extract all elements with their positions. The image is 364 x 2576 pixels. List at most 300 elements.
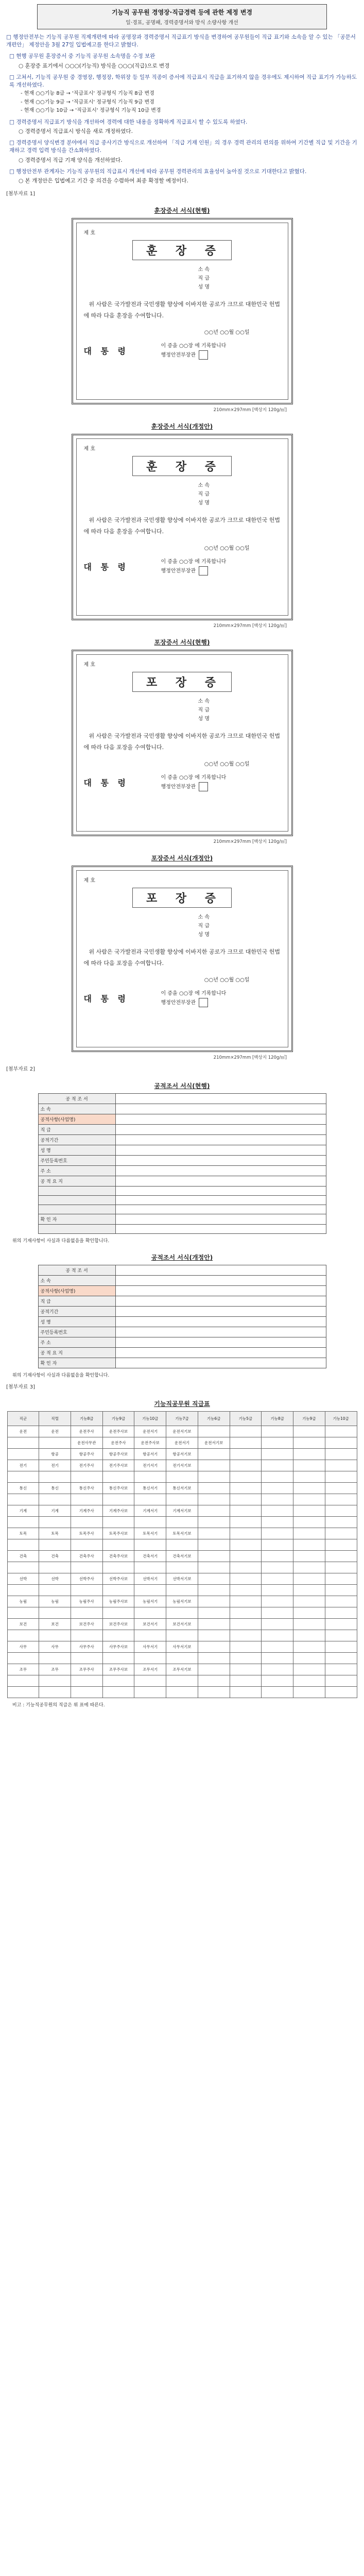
career-cell: 토목주사 bbox=[71, 1528, 102, 1539]
career-cell bbox=[293, 1494, 325, 1505]
career-cell bbox=[7, 1653, 39, 1664]
para-5-sub: ○ 본 개정안은 입법예고 기간 중 의견을 수렴하여 최종 확정할 예정이다. bbox=[19, 178, 188, 184]
career-cell bbox=[102, 1607, 134, 1619]
career-cell bbox=[325, 1426, 357, 1437]
career-row bbox=[7, 1562, 357, 1573]
career-cell bbox=[325, 1596, 357, 1607]
career-cell bbox=[198, 1562, 230, 1573]
career-cell bbox=[230, 1449, 262, 1460]
career-cell bbox=[262, 1664, 293, 1675]
certificate-issuer bbox=[84, 342, 281, 360]
career-cell bbox=[262, 1585, 293, 1596]
certificate-person-row bbox=[198, 265, 281, 274]
career-cell bbox=[102, 1630, 134, 1641]
merit-form-row bbox=[38, 1176, 326, 1187]
career-cell bbox=[230, 1460, 262, 1471]
career-cell bbox=[198, 1528, 230, 1539]
certificate-person-label: 직 급 bbox=[198, 707, 210, 714]
career-cell bbox=[166, 1471, 198, 1483]
career-cell: 토목서기보 bbox=[166, 1528, 198, 1539]
certificate-person bbox=[198, 697, 281, 723]
career-cell bbox=[293, 1585, 325, 1596]
certificate-person-row bbox=[198, 715, 281, 723]
para-1-lead: □ 현행 공무원 훈장증서 중 기능직 공무원 소속명을 수정 보완 bbox=[9, 53, 155, 60]
career-row bbox=[7, 1619, 357, 1630]
career-cell bbox=[230, 1562, 262, 1573]
career-cell bbox=[134, 1653, 166, 1664]
career-cell bbox=[134, 1494, 166, 1505]
career-row bbox=[7, 1449, 357, 1460]
career-cell: 선박주사보 bbox=[102, 1573, 134, 1585]
career-header-cell: 기능9급 bbox=[293, 1412, 325, 1426]
career-cell bbox=[293, 1539, 325, 1551]
merit-form-label: 공 적 조 서 bbox=[38, 1094, 115, 1104]
career-cell bbox=[39, 1471, 71, 1483]
seal-box bbox=[199, 998, 208, 1007]
career-cell bbox=[39, 1687, 71, 1698]
merit-form-row bbox=[38, 1104, 326, 1114]
merit-form-value bbox=[115, 1196, 326, 1205]
certificate-person-label: 소 속 bbox=[198, 267, 210, 273]
career-cell bbox=[7, 1449, 39, 1460]
career-cell bbox=[166, 1494, 198, 1505]
career-row bbox=[7, 1539, 357, 1551]
merit-form-title: 공적조서 서식(개정안) bbox=[151, 1254, 213, 1262]
career-cell: 사무 bbox=[7, 1641, 39, 1653]
career-cell: 통신주사 bbox=[71, 1483, 102, 1494]
certificate-size-note: 210mm×297mm [백상지 120g/㎡] bbox=[213, 1055, 287, 1061]
certificate-person bbox=[198, 913, 281, 939]
career-header-cell: 직렬 bbox=[39, 1412, 71, 1426]
certificate-person-label: 직 급 bbox=[198, 923, 210, 929]
certificate-inner bbox=[76, 223, 288, 400]
career-cell: 농림 bbox=[7, 1596, 39, 1607]
merit-form-label: 공적기간 bbox=[38, 1307, 115, 1317]
career-cell: 전기서기보 bbox=[166, 1460, 198, 1471]
career-cell bbox=[198, 1607, 230, 1619]
career-cell bbox=[7, 1437, 39, 1449]
career-cell: 사무주사 bbox=[71, 1641, 102, 1653]
merit-form-label bbox=[38, 1196, 115, 1205]
career-row bbox=[7, 1471, 357, 1483]
attachment-label: [첨부자료 1] bbox=[6, 191, 35, 197]
merit-form-list bbox=[6, 1081, 358, 1378]
career-cell bbox=[262, 1596, 293, 1607]
certificate-title: 훈장증서 서식(현행) bbox=[154, 207, 210, 215]
career-header-cell: 직군 bbox=[7, 1412, 39, 1426]
career-row bbox=[7, 1505, 357, 1517]
merit-form-row bbox=[38, 1276, 326, 1286]
career-cell: 운전사무관 bbox=[71, 1437, 102, 1449]
career-cell bbox=[230, 1505, 262, 1517]
career-cell bbox=[293, 1653, 325, 1664]
career-cell bbox=[293, 1449, 325, 1460]
merit-form-row bbox=[38, 1125, 326, 1135]
certificate-person-label: 성 명 bbox=[198, 500, 210, 506]
career-cell bbox=[262, 1653, 293, 1664]
career-cell bbox=[262, 1483, 293, 1494]
career-cell: 토목주사보 bbox=[102, 1528, 134, 1539]
certificate-issuer-names bbox=[161, 557, 227, 575]
career-cell bbox=[293, 1437, 325, 1449]
certificate-person-label: 성 명 bbox=[198, 932, 210, 938]
career-row bbox=[7, 1596, 357, 1607]
career-cell bbox=[230, 1539, 262, 1551]
career-cell bbox=[293, 1619, 325, 1630]
career-cell bbox=[293, 1517, 325, 1528]
career-cell: 선박주사 bbox=[71, 1573, 102, 1585]
career-cell: 보건서기보 bbox=[166, 1619, 198, 1630]
career-cell: 조무주사보 bbox=[102, 1664, 134, 1675]
career-cell bbox=[262, 1528, 293, 1539]
merit-form-value bbox=[115, 1145, 326, 1156]
career-cell: 통신 bbox=[7, 1483, 39, 1494]
merit-form-label: 주 소 bbox=[38, 1337, 115, 1348]
merit-form-label: 주민등록번호 bbox=[38, 1156, 115, 1166]
merit-form-value bbox=[115, 1104, 326, 1114]
career-cell bbox=[262, 1573, 293, 1585]
career-cell bbox=[134, 1562, 166, 1573]
career-cell bbox=[325, 1585, 357, 1596]
certificate-person bbox=[198, 265, 281, 292]
career-row bbox=[7, 1551, 357, 1562]
career-cell bbox=[325, 1630, 357, 1641]
career-cell bbox=[230, 1596, 262, 1607]
career-cell bbox=[71, 1630, 102, 1641]
certificate-issuer-label: 대 통 령 bbox=[83, 994, 129, 1004]
career-cell bbox=[166, 1687, 198, 1698]
career-cell bbox=[293, 1664, 325, 1675]
merit-form-value bbox=[115, 1135, 326, 1145]
career-cell: 사무서기 bbox=[134, 1641, 166, 1653]
merit-form-row bbox=[38, 1225, 326, 1234]
certificate-issuer-name bbox=[161, 998, 227, 1007]
certificate-heading bbox=[84, 240, 281, 260]
career-cell bbox=[325, 1471, 357, 1483]
career-cell: 기계서기 bbox=[134, 1505, 166, 1517]
certificate-heading bbox=[84, 456, 281, 476]
career-cell bbox=[39, 1630, 71, 1641]
career-cell bbox=[293, 1483, 325, 1494]
career-cell bbox=[198, 1675, 230, 1687]
certificate-person-row bbox=[198, 930, 281, 939]
career-cell bbox=[262, 1675, 293, 1687]
career-cell bbox=[230, 1687, 262, 1698]
career-cell bbox=[230, 1528, 262, 1539]
career-cell bbox=[134, 1471, 166, 1483]
career-cell bbox=[262, 1517, 293, 1528]
merit-form-row bbox=[38, 1296, 326, 1307]
merit-form-value bbox=[115, 1317, 326, 1327]
career-cell bbox=[262, 1437, 293, 1449]
career-cell bbox=[293, 1460, 325, 1471]
career-cell bbox=[325, 1528, 357, 1539]
merit-form-label: 공적사항(사업명) bbox=[38, 1286, 115, 1296]
career-cell: 통신서기 bbox=[134, 1483, 166, 1494]
career-cell: 보건주사 bbox=[71, 1619, 102, 1630]
merit-form-label: 공적기간 bbox=[38, 1135, 115, 1145]
career-cell bbox=[7, 1630, 39, 1641]
career-header-cell: 기능8급 bbox=[71, 1412, 102, 1426]
career-cell bbox=[7, 1517, 39, 1528]
certificate-person-row bbox=[198, 481, 281, 490]
career-cell bbox=[198, 1596, 230, 1607]
career-cell bbox=[7, 1471, 39, 1483]
career-cell bbox=[230, 1664, 262, 1675]
career-header-cell: 기능7급 bbox=[166, 1412, 198, 1426]
career-cell bbox=[39, 1539, 71, 1551]
certificate-issuer-name bbox=[161, 350, 227, 360]
merit-form-label bbox=[38, 1205, 115, 1214]
career-cell bbox=[293, 1607, 325, 1619]
certificate-issuer-names bbox=[161, 342, 227, 360]
career-cell: 선박서기보 bbox=[166, 1573, 198, 1585]
career-cell: 보건서기 bbox=[134, 1619, 166, 1630]
career-cell: 선박 bbox=[39, 1573, 71, 1585]
career-cell bbox=[7, 1687, 39, 1698]
career-cell: 운전서기 bbox=[166, 1437, 198, 1449]
career-cell bbox=[262, 1494, 293, 1505]
career-cell bbox=[71, 1517, 102, 1528]
career-header-cell: 기능10급 bbox=[325, 1412, 357, 1426]
career-cell bbox=[134, 1630, 166, 1641]
para-4 bbox=[6, 139, 358, 164]
merit-form-section bbox=[6, 1253, 358, 1378]
career-cell bbox=[71, 1585, 102, 1596]
career-cell bbox=[325, 1483, 357, 1494]
career-cell bbox=[198, 1539, 230, 1551]
certificate-inner bbox=[76, 654, 288, 832]
career-cell: 기계주사 bbox=[71, 1505, 102, 1517]
certificate-date: ○○년 ○○월 ○○일 bbox=[204, 977, 250, 984]
para-2-lead: □ 고쳐서, 기능직 공무원 중 경영장, 행정장, 학위장 등 일부 직종이 증서에 직급표시 직급을 표기하지 않을 경우에도 제시하여 직급 표기가 가능하도록 개선하였다. bbox=[9, 74, 357, 89]
career-header-cell: 기능10급 bbox=[134, 1412, 166, 1426]
merit-form-row bbox=[38, 1214, 326, 1225]
merit-form-row bbox=[38, 1358, 326, 1368]
certificate-person-label: 소 속 bbox=[198, 483, 210, 489]
certificate-issuer-name bbox=[161, 773, 227, 782]
page-subtitle: 일·경표, 공명패, 경력증명서와 방식 소량사항 개선 bbox=[126, 20, 238, 26]
career-cell bbox=[293, 1505, 325, 1517]
career-cell: 기계 bbox=[39, 1505, 71, 1517]
career-cell bbox=[39, 1675, 71, 1687]
certificate-heading bbox=[84, 672, 281, 692]
certificate-number: 제 호 bbox=[83, 878, 95, 884]
career-cell bbox=[293, 1426, 325, 1437]
career-cell bbox=[230, 1471, 262, 1483]
career-cell bbox=[325, 1437, 357, 1449]
career-cell: 전기 bbox=[39, 1460, 71, 1471]
merit-form-value bbox=[115, 1286, 326, 1296]
certificate-issuer-name bbox=[161, 782, 227, 791]
merit-form-row bbox=[38, 1286, 326, 1296]
merit-form-row bbox=[38, 1156, 326, 1166]
career-cell bbox=[7, 1607, 39, 1619]
career-cell: 조무서기 bbox=[134, 1664, 166, 1675]
merit-form-value bbox=[115, 1327, 326, 1337]
certificate-title: 포장증서 서식(현행) bbox=[154, 639, 210, 647]
certificate-frame bbox=[72, 866, 293, 1052]
career-cell: 농림주사 bbox=[71, 1596, 102, 1607]
career-cell bbox=[262, 1687, 293, 1698]
career-cell bbox=[71, 1539, 102, 1551]
career-header-cell: 기능5급 bbox=[230, 1412, 262, 1426]
career-cell bbox=[7, 1562, 39, 1573]
career-cell bbox=[293, 1596, 325, 1607]
merit-form-label: 직 급 bbox=[38, 1125, 115, 1135]
career-cell: 항공주사보 bbox=[102, 1449, 134, 1460]
career-cell bbox=[262, 1471, 293, 1483]
certificate-heading-text: 포 장 증 bbox=[132, 672, 232, 692]
merit-form-value bbox=[115, 1187, 326, 1196]
merit-form-row bbox=[38, 1307, 326, 1317]
certificate-title: 훈장증서 서식(개정안) bbox=[151, 423, 213, 431]
career-cell: 건축주사 bbox=[71, 1551, 102, 1562]
career-cell bbox=[230, 1607, 262, 1619]
merit-form-value bbox=[115, 1114, 326, 1125]
certificate-body: 위 사람은 국가발전과 국민생활 향상에 이바지한 공로가 크므로 대한민국 헌법에 따라 다음 포장을 수여합니다. bbox=[83, 948, 280, 967]
career-cell bbox=[262, 1630, 293, 1641]
certificate-person-label: 성 명 bbox=[198, 284, 210, 291]
career-cell bbox=[262, 1641, 293, 1653]
certificate-person-row bbox=[198, 922, 281, 930]
certificate-issuer-names bbox=[161, 989, 227, 1007]
career-cell bbox=[102, 1653, 134, 1664]
title-box bbox=[37, 4, 327, 29]
career-cell bbox=[198, 1494, 230, 1505]
career-cell bbox=[325, 1607, 357, 1619]
certificate-issuer-name-text: 행정안전부장관 bbox=[161, 568, 196, 574]
career-row bbox=[7, 1653, 357, 1664]
career-cell: 보건 bbox=[39, 1619, 71, 1630]
career-cell bbox=[262, 1551, 293, 1562]
para-2-item: - 현재 ○○기능 10급 → '직급표시' 정규형식 기능직 10급 변경 bbox=[21, 108, 161, 114]
career-cell: 통신 bbox=[39, 1483, 71, 1494]
para-5-lead: □ 행정안전부 관계자는 기능직 공무원의 직급표시 개선에 따라 공무원 경력관리의 효율성이 높아질 것으로 기대한다고 밝혔다. bbox=[9, 168, 307, 175]
career-cell: 기계 bbox=[7, 1505, 39, 1517]
certificate-section bbox=[6, 638, 358, 844]
career-cell bbox=[230, 1483, 262, 1494]
career-cell: 운전서기 bbox=[134, 1426, 166, 1437]
merit-form-row bbox=[38, 1145, 326, 1156]
career-cell: 농림서기보 bbox=[166, 1596, 198, 1607]
merit-form-title: 공적조서 서식(현행) bbox=[154, 1082, 210, 1090]
career-header-cell: 기능6급 bbox=[198, 1412, 230, 1426]
career-cell bbox=[39, 1585, 71, 1596]
career-cell bbox=[7, 1539, 39, 1551]
merit-form-row bbox=[38, 1187, 326, 1196]
career-cell bbox=[102, 1585, 134, 1596]
certificate-issuer-name-text: 이 증을 ○○장 에 기록합니다 bbox=[161, 775, 227, 781]
career-cell bbox=[71, 1675, 102, 1687]
career-cell: 운전주사보 bbox=[134, 1437, 166, 1449]
career-cell bbox=[230, 1675, 262, 1687]
certificate-body: 위 사람은 국가발전과 국민생활 향상에 이바지한 공로가 크므로 대한민국 헌법에 따라 다음 훈장을 수여합니다. bbox=[83, 517, 280, 535]
certificate-issuer-label: 대 통 령 bbox=[83, 562, 129, 572]
intro-paragraph: □ 행정안전부는 기능직 공무원 직제개편에 따라 공명장과 경력증명서 직급표기 방식을 변경하여 공무원들이 직급 표기와 소속을 알 수 있는 「공문서개편안」 제정안을 3월 27일 입법예고를 한다고 밝혔다. bbox=[6, 34, 356, 48]
para-4-lead: □ 경력증명서 양식변경 분야에서 직급 종사기간 방식으로 개선하여 「직급 기재 인원」의 경우 경력 관리의 편의를 위하여 기간별 직급 및 기간을 기재하고 경력 입력 방식을 간소화하였다. bbox=[9, 140, 357, 154]
merit-form-footer: 위의 기재사항이 사실과 다름없음을 확인합니다. bbox=[12, 1373, 110, 1379]
career-cell bbox=[198, 1505, 230, 1517]
certificate-person-row bbox=[198, 499, 281, 507]
career-header-cell: 기능8급 bbox=[262, 1412, 293, 1426]
certificate-date: ○○년 ○○월 ○○일 bbox=[204, 330, 250, 336]
career-cell bbox=[230, 1551, 262, 1562]
career-cell bbox=[71, 1562, 102, 1573]
career-cell: 건축주사보 bbox=[102, 1551, 134, 1562]
merit-form-value bbox=[115, 1205, 326, 1214]
career-row bbox=[7, 1687, 357, 1698]
career-cell: 조무서기보 bbox=[166, 1664, 198, 1675]
career-body bbox=[7, 1426, 357, 1698]
merit-form-value bbox=[115, 1094, 326, 1104]
career-cell: 사무주사보 bbox=[102, 1641, 134, 1653]
career-row bbox=[7, 1641, 357, 1653]
merit-form-row bbox=[38, 1348, 326, 1358]
merit-form-label: 공 적 요 지 bbox=[38, 1348, 115, 1358]
career-cell bbox=[134, 1675, 166, 1687]
career-cell bbox=[39, 1562, 71, 1573]
career-cell: 운전주사보 bbox=[102, 1426, 134, 1437]
certificate-size-note: 210mm×297mm [백상지 120g/㎡] bbox=[213, 623, 287, 629]
certificate-number: 제 호 bbox=[83, 446, 95, 452]
career-cell bbox=[262, 1607, 293, 1619]
certificate-person-row bbox=[198, 697, 281, 706]
career-cell bbox=[102, 1517, 134, 1528]
certificate-person-row bbox=[198, 490, 281, 499]
merit-form-table bbox=[38, 1093, 326, 1234]
career-cell: 선박 bbox=[7, 1573, 39, 1585]
career-cell bbox=[325, 1562, 357, 1573]
merit-form-label: 직 급 bbox=[38, 1296, 115, 1307]
merit-form-section bbox=[6, 1081, 358, 1244]
career-cell bbox=[198, 1585, 230, 1596]
career-cell bbox=[230, 1619, 262, 1630]
career-cell: 보건주사보 bbox=[102, 1619, 134, 1630]
certificate-inner bbox=[76, 870, 288, 1047]
career-cell: 건축 bbox=[7, 1551, 39, 1562]
career-footer: 비고 : 기능직공무원의 직급은 위 표에 따른다. bbox=[12, 1703, 105, 1708]
merit-form-label: 주민등록번호 bbox=[38, 1327, 115, 1337]
career-cell: 조무주사 bbox=[71, 1664, 102, 1675]
career-cell bbox=[262, 1449, 293, 1460]
career-row bbox=[7, 1517, 357, 1528]
seal-box bbox=[199, 782, 208, 791]
career-cell bbox=[293, 1562, 325, 1573]
para-1-sub: ○ 훈장증 표기에서 ○○○(기능직) 방식을 ○○○(직급)으로 변경 bbox=[19, 62, 170, 69]
certificate-date: ○○년 ○○월 ○○일 bbox=[204, 761, 250, 768]
certificate-issuer bbox=[84, 773, 281, 791]
career-cell bbox=[102, 1494, 134, 1505]
merit-form-row bbox=[38, 1317, 326, 1327]
career-row bbox=[7, 1426, 357, 1437]
certificate-issuer-name-text: 이 증을 ○○장 에 기록합니다 bbox=[161, 343, 227, 349]
career-cell: 사무서기보 bbox=[166, 1641, 198, 1653]
career-cell bbox=[293, 1551, 325, 1562]
career-row bbox=[7, 1607, 357, 1619]
career-cell bbox=[134, 1517, 166, 1528]
certificate-heading-text: 훈 장 증 bbox=[132, 456, 232, 476]
certificate-issuer-name-text: 행정안전부장관 bbox=[161, 784, 196, 790]
career-cell bbox=[102, 1471, 134, 1483]
certificate-issuer-name-text: 이 증을 ○○장 에 기록합니다 bbox=[161, 991, 227, 997]
certificate-heading bbox=[84, 888, 281, 908]
career-cell: 운전주사 bbox=[71, 1426, 102, 1437]
merit-form-label: 확 인 자 bbox=[38, 1214, 115, 1225]
career-cell bbox=[39, 1607, 71, 1619]
career-cell bbox=[71, 1471, 102, 1483]
certificate-number: 제 호 bbox=[83, 230, 95, 236]
